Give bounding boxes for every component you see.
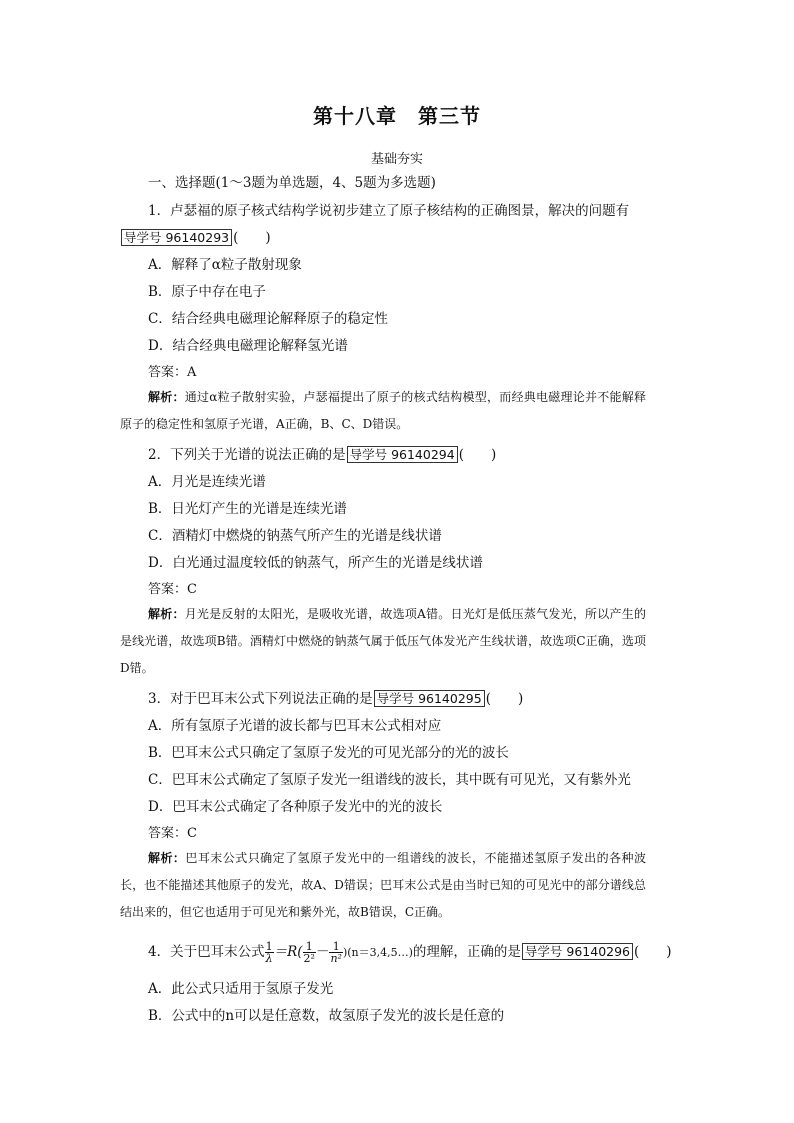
formula-tail: )(n＝3,4,5…) — [342, 946, 413, 959]
page-title: 第十八章 第三节 — [313, 104, 481, 128]
analysis-text: 巴耳末公式只确定了氢原子发光中的一组谱线的波长，不能描述氢原子发出的各种波长，也不能描述其他原子的发光，故A、D错误；巴耳末公式是由当时已知的可见光中的部分谱线总结出来的，但它也适用于可见光和紫外光，故B错误，C正确。 — [120, 851, 646, 919]
answer-value: C — [187, 582, 197, 597]
question-3-option-a: A．所有氢原子光谱的波长都与巴耳末公式相对应 — [148, 718, 442, 734]
question-3-analysis — [120, 845, 646, 926]
question-3-option-b: B．巴耳末公式只确定了氢原子发光的可见光部分的光的波长 — [148, 745, 509, 761]
analysis-text: 通过α粒子散射实验，卢瑟福提出了原子的核式结构模型，而经典电磁理论并不能解释原子的稳定性和氢原子光谱，A正确，B、C、D错误。 — [120, 390, 646, 431]
analysis-text: 月光是反射的太阳光，是吸收光谱，故选项A错。日光灯是低压蒸气发光，所以产生的是线光谱，故选项B错。酒精灯中燃烧的钠蒸气属于低压气体发光产生线状谱，故选项C正确，选项D错。 — [120, 607, 646, 675]
formula-f1-numerator: 1 — [303, 941, 316, 953]
question-1-ref — [120, 229, 271, 247]
formula-fraction-1 — [303, 941, 316, 964]
question-4-stem-line — [148, 940, 672, 965]
question-3-paren: ( ) — [485, 691, 524, 707]
formula-f2-denominator: n² — [330, 952, 342, 965]
question-2-option-b: B．日光灯产生的光谱是连续光谱 — [148, 501, 347, 517]
question-1-option-a: A．解释了α粒子散射现象 — [148, 257, 302, 273]
question-2-paren: ( ) — [458, 447, 497, 463]
question-2-option-c: C．酒精灯中燃烧的钠蒸气所产生的光谱是线状谱 — [148, 528, 442, 544]
question-1-code: 导学号 96140293 — [121, 229, 232, 246]
page-subtitle: 基础夯实 — [370, 152, 423, 167]
question-1-option-b: B．原子中存在电子 — [148, 284, 266, 300]
formula-f2-numerator: 1 — [329, 941, 343, 953]
question-3-code: 导学号 96140295 — [374, 690, 485, 707]
section-heading: 一、选择题(1～3题为单选题，4、5题为多选题) — [148, 175, 436, 191]
analysis-label: 解析： — [148, 390, 185, 404]
answer-label: 答案： — [148, 826, 188, 841]
formula-lhs-denominator: λ — [265, 952, 273, 965]
question-2-analysis — [120, 601, 646, 682]
question-4-paren: ( ) — [634, 944, 672, 960]
answer-label: 答案： — [148, 582, 188, 597]
question-3-option-d: D．巴耳末公式确定了各种原子发光中的光的波长 — [148, 799, 443, 815]
question-1-analysis — [120, 384, 646, 438]
answer-value: A — [187, 365, 197, 380]
question-1-paren: ( ) — [233, 230, 271, 246]
question-4-option-b: B．公式中的n可以是任意数，故氢原子发光的波长是任意的 — [148, 1008, 505, 1024]
question-2-option-d: D．白光通过温度较低的钠蒸气，所产生的光谱是线状谱 — [148, 555, 483, 571]
question-2-option-a: A．月光是连续光谱 — [148, 474, 266, 490]
formula-lhs-fraction — [265, 941, 274, 964]
analysis-label: 解析： — [148, 851, 186, 865]
question-4-stem-after: 的理解，正确的是 — [412, 944, 521, 960]
formula-f1-denominator: 2² — [303, 952, 315, 965]
question-1-option-d: D．结合经典电磁理论解释氢光谱 — [148, 338, 348, 354]
answer-label: 答案： — [148, 365, 188, 380]
question-1-stem: 1．卢瑟福的原子核式结构学说初步建立了原子核结构的正确图景，解决的问题有 — [148, 203, 630, 219]
question-3-answer — [148, 825, 197, 843]
formula-fraction-2 — [329, 941, 343, 964]
question-2-stem: 2．下列关于光谱的说法正确的是 — [148, 447, 346, 463]
question-2-answer — [148, 581, 197, 599]
formula-mid: ＝R( — [273, 944, 303, 960]
formula-minus: － — [315, 944, 330, 960]
question-1-answer — [148, 364, 196, 382]
question-3-stem: 3．对于巴耳末公式下列说法正确的是 — [148, 691, 373, 707]
question-3-stem-line — [148, 690, 523, 708]
answer-value: C — [187, 826, 197, 841]
question-3-option-c: C．巴耳末公式确定了氢原子发光一组谱线的波长，其中既有可见光，又有紫外光 — [148, 772, 631, 788]
question-4-option-a: A．此公式只适用于氢原子发光 — [148, 981, 334, 997]
question-2-code: 导学号 96140294 — [347, 446, 458, 463]
question-4-code: 导学号 96140296 — [522, 943, 633, 960]
question-1-option-c: C．结合经典电磁理论解释原子的稳定性 — [148, 311, 388, 327]
analysis-label: 解析： — [148, 607, 185, 621]
question-4-stem-before: 4．关于巴耳末公式 — [148, 944, 265, 960]
question-2-stem-line — [148, 446, 496, 464]
formula-lhs-numerator: 1 — [265, 940, 273, 953]
